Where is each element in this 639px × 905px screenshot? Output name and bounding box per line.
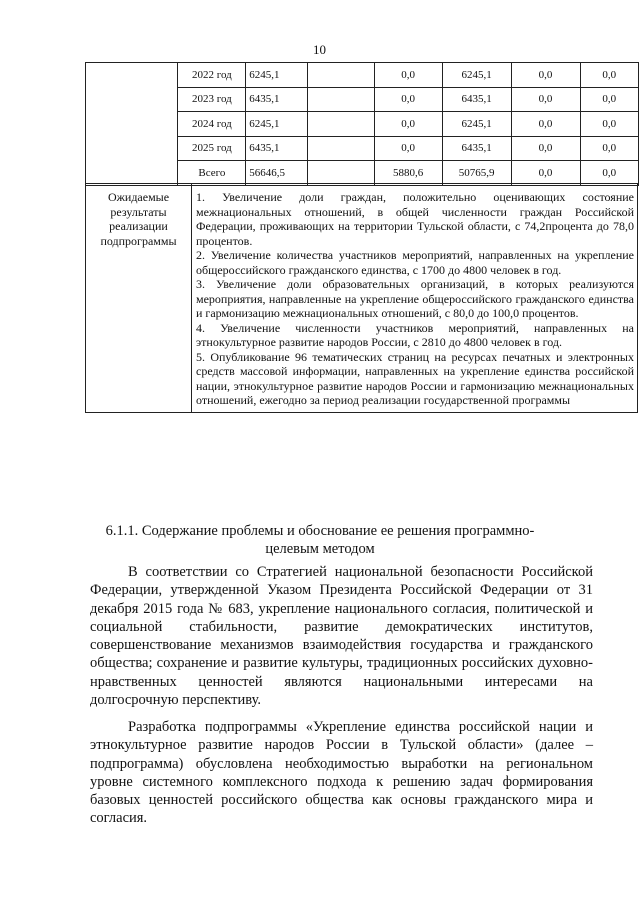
result-item: 3. Увеличение доли образовательных организаций, в которых реализуются мероприятия, направленные на укрепление общероссийского гражданского единства и гармонизацию межнациональных отношений, с 80,0 до 100,0 процентов. bbox=[196, 277, 634, 320]
result-item: 5. Опубликование 96 тематических страниц на ресурсах печатных и электронных средств массовой информации, направленных на укрепление единства российской нации, этнокультурное развитие народов России и гармонизацию межнациональных отношений, ежегодно за период реализации государственной программы bbox=[196, 349, 634, 407]
value-cell: 6435,1 bbox=[246, 136, 308, 161]
finance-table-body bbox=[86, 63, 639, 186]
value-cell: 0,0 bbox=[374, 63, 442, 88]
body-paragraph: Разработка подпрограммы «Укрепление единства российской нации и этнокультурное развитие народов России в Тульской области» (далее – подпрограмма) обусловлена необходимостью выработки на региональном уровне системного комплексного подхода к решению задач формирования базовых ценностей российского общества как основы гражданского мира и согласия. bbox=[90, 719, 593, 827]
value-cell: 0,0 bbox=[511, 136, 580, 161]
year-cell: 2023 год bbox=[178, 87, 246, 112]
value-cell: 0,0 bbox=[580, 161, 638, 186]
table-row bbox=[86, 63, 639, 88]
table-row bbox=[86, 184, 638, 413]
value-cell: 6245,1 bbox=[246, 112, 308, 137]
value-cell: 0,0 bbox=[374, 87, 442, 112]
value-cell: 56646,5 bbox=[246, 161, 308, 186]
year-cell: 2025 год bbox=[178, 136, 246, 161]
result-item: 4. Увеличение численности участников мероприятий, направленных на этнокультурное развитие народов России, с 2810 до 4800 человек в год. bbox=[196, 320, 634, 349]
finance-table bbox=[85, 62, 639, 186]
year-cell: 2024 год bbox=[178, 112, 246, 137]
value-cell bbox=[307, 136, 374, 161]
value-cell: 6435,1 bbox=[442, 87, 511, 112]
value-cell: 5880,6 bbox=[374, 161, 442, 186]
results-content bbox=[192, 184, 638, 413]
value-cell: 0,0 bbox=[580, 112, 638, 137]
value-cell bbox=[307, 87, 374, 112]
value-cell: 6245,1 bbox=[442, 63, 511, 88]
value-cell bbox=[307, 161, 374, 186]
value-cell: 0,0 bbox=[511, 112, 580, 137]
expected-results-table bbox=[85, 183, 638, 413]
value-cell: 0,0 bbox=[511, 87, 580, 112]
value-cell bbox=[307, 63, 374, 88]
body-paragraph: В соответствии со Стратегией национальной безопасности Российской Федерации, утвержденной Указом Президента Российской Федерации от 31 декабря 2015 года № 683, укрепление национального согласия, политической и социальной стабильности, развитие демократических институтов, совершенствование механизмов взаимодействия государства и гражданского общества; сохранение и развитие культуры, традиционных российских духовно-нравственных ценностей являются национальными интересами на долгосрочную перспективу. bbox=[90, 564, 593, 709]
year-cell: Всего bbox=[178, 161, 246, 186]
value-cell: 0,0 bbox=[580, 136, 638, 161]
results-label: Ожидаемые результаты реализации подпрограммы bbox=[86, 184, 192, 413]
value-cell: 0,0 bbox=[511, 161, 580, 186]
value-cell bbox=[307, 112, 374, 137]
value-cell: 0,0 bbox=[580, 87, 638, 112]
value-cell: 6245,1 bbox=[442, 112, 511, 137]
value-cell: 0,0 bbox=[374, 112, 442, 137]
value-cell: 0,0 bbox=[511, 63, 580, 88]
value-cell: 50765,9 bbox=[442, 161, 511, 186]
value-cell: 0,0 bbox=[580, 63, 638, 88]
value-cell: 6435,1 bbox=[246, 87, 308, 112]
value-cell: 6245,1 bbox=[246, 63, 308, 88]
value-cell: 6435,1 bbox=[442, 136, 511, 161]
value-cell: 0,0 bbox=[374, 136, 442, 161]
row-header-empty bbox=[86, 63, 178, 186]
year-cell: 2022 год bbox=[178, 63, 246, 88]
section-heading: 6.1.1. Содержание проблемы и обоснование ее решения программно-целевым методом bbox=[105, 523, 535, 557]
result-item: 2. Увеличение количества участников мероприятий, направленных на укрепление общероссийского гражданского единства, с 1700 до 4800 человек в год. bbox=[196, 248, 634, 277]
result-item: 1. Увеличение доли граждан, положительно оценивающих состояние межнациональных отношений, в общей численности граждан Российской Федерации, проживающих на территории Тульской области, с 74,2процента до 78,0 процентов. bbox=[196, 190, 634, 248]
page-number: 10 bbox=[313, 42, 326, 57]
